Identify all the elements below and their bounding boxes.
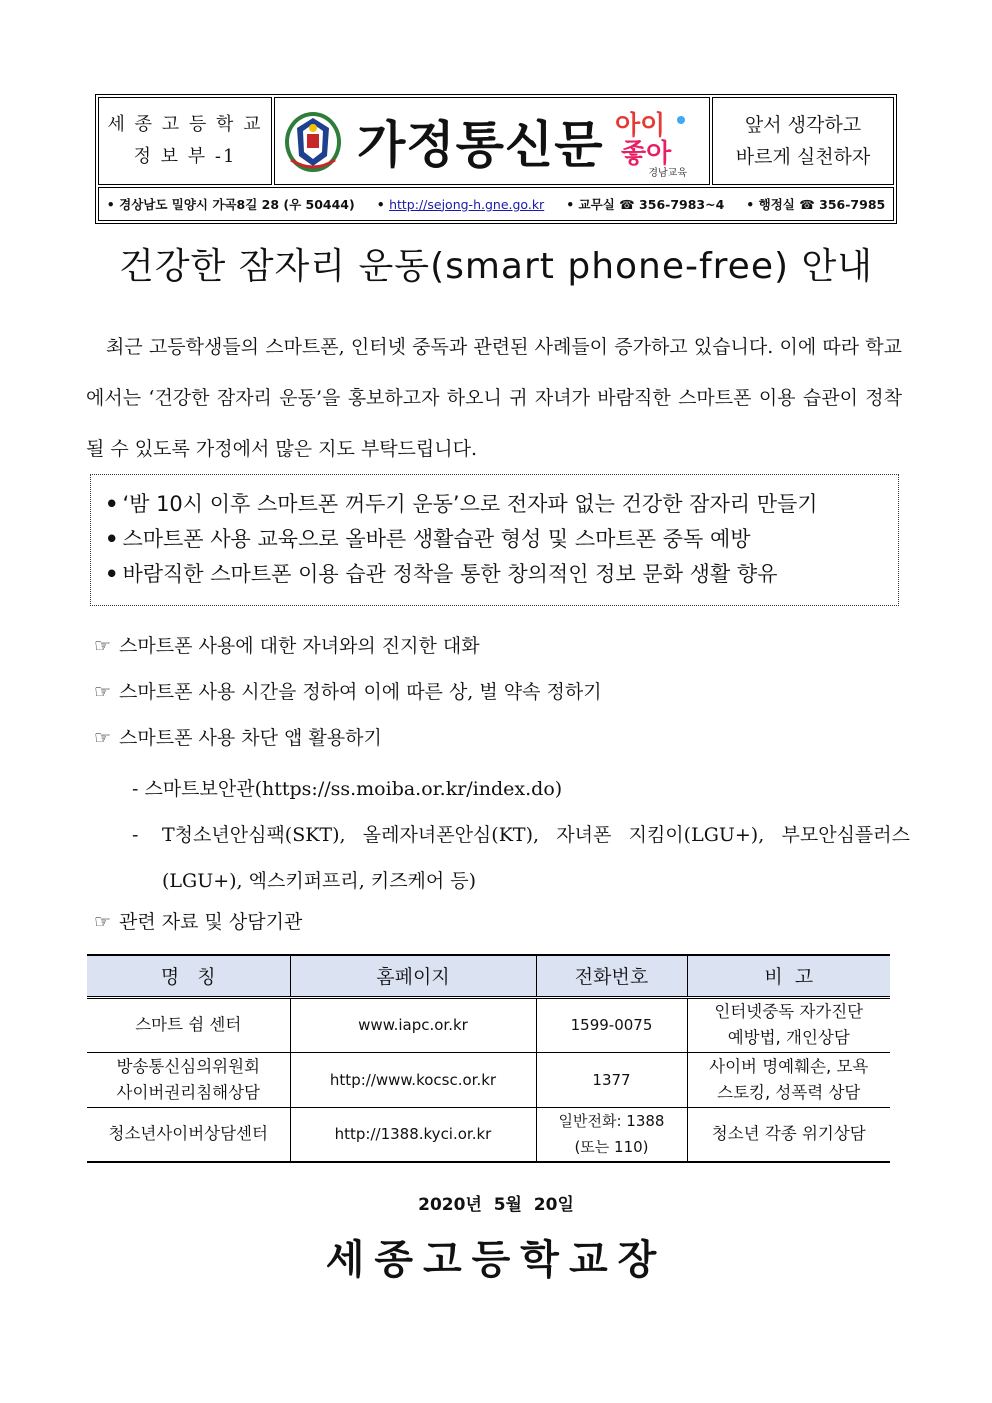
counseling-table: [87, 954, 890, 1163]
newsletter-title-box: [274, 97, 710, 185]
column-header-note: 비 고: [687, 955, 890, 997]
column-header-name: 명 칭: [87, 955, 290, 997]
note-line: 청소년 각종 위기상담: [711, 1124, 866, 1144]
sub-dash: -: [132, 824, 139, 846]
motto-line-2: 바르게 실천하자: [735, 146, 871, 168]
org-name-line-2: 사이버권리침해상담: [116, 1082, 260, 1102]
goal-item: • 바람직한 스마트폰 이용 습관 정착을 통한 창의적인 정보 문화 생활 향유: [105, 557, 898, 592]
table-row: [87, 1107, 890, 1162]
issue-date: 2020년 5월 20일: [418, 1195, 574, 1215]
office-phone: • 교무실 ☎ 356-7983~4: [566, 197, 725, 212]
school-emblem-icon: [283, 106, 343, 176]
school-name: 세 종 고 등 학 교: [107, 114, 263, 135]
intro-text: 최근 고등학생들의 스마트폰, 인터넷 중독과 관련된 사례들이 증가하고 있습니다. 이에 따라 학교에서는 ‘건강한 잠자리 운동’을 홍보하고자 하오니 귀 자녀가 바람직한 스마트폰 이용 습관이 정착될 수 있도록 가정에서 많은 지도 부탁드립니다.: [86, 336, 902, 460]
goal-item: • 스마트폰 사용 교육으로 올바른 생활습관 형성 및 스마트폰 중독 예방: [105, 522, 898, 557]
note-cell: [687, 1107, 890, 1162]
column-header-homepage: 홈페이지: [290, 955, 536, 997]
logo-caption: 경남교육: [648, 168, 687, 179]
note-line: 인터넷중독 자가진단: [714, 1002, 864, 1021]
intro-paragraph: [86, 322, 902, 475]
pointing-hand-icon: ☞: [94, 727, 112, 749]
action-item: [94, 720, 910, 766]
org-name: 청소년사이버상담센터: [108, 1124, 268, 1144]
action-item: [94, 628, 910, 674]
principal-signature: 세종고등학교장: [325, 1237, 667, 1283]
note-line: 사이버 명예훼손, 모욕: [709, 1056, 869, 1076]
phone-cell: [536, 1107, 687, 1162]
school-department-box: [98, 97, 272, 185]
masthead: [95, 94, 897, 224]
action-text: 스마트폰 사용 차단 앱 활용하기: [119, 727, 382, 749]
app-sub-item: [94, 812, 910, 858]
document-title: 건강한 잠자리 운동(smart phone-free) 안내: [118, 246, 874, 287]
action-item: [94, 674, 910, 720]
org-name-cell: [87, 1107, 290, 1162]
phone-line: (또는 110): [574, 1138, 649, 1157]
table-row: [87, 1052, 890, 1107]
note-cell: [687, 1052, 890, 1107]
org-name-cell: [87, 997, 290, 1052]
motto-line-1: 앞서 생각하고: [744, 114, 862, 136]
logo-text-bottom: 좋아: [621, 139, 672, 169]
school-address: • 경상남도 밀양시 가곡8길 28 (우 50444): [106, 197, 355, 212]
table-row: [87, 997, 890, 1052]
app-sub-item: - 스마트보안관(https://ss.moiba.or.kr/index.do): [132, 778, 563, 800]
homepage-cell: www.iapc.or.kr: [290, 997, 536, 1052]
contact-bar: [98, 187, 894, 221]
goals-box: [90, 474, 899, 606]
motto-box: [712, 97, 894, 185]
pointing-hand-icon: ☞: [94, 911, 112, 933]
website-link[interactable]: http://sejong-h.gne.go.kr: [389, 196, 545, 212]
column-header-phone: 전화번호: [536, 955, 687, 997]
note-line: 스토킹, 성폭력 상담: [717, 1082, 861, 1102]
phone-cell: 1377: [536, 1052, 687, 1107]
org-name-cell: [87, 1052, 290, 1107]
note-line: 예방법, 개인상담: [727, 1028, 850, 1047]
action-text: 스마트폰 사용 시간을 정하여 이에 따른 상, 벌 약속 정하기: [119, 681, 602, 703]
website-item: [377, 197, 544, 212]
org-name: 방송통신심의위원회: [116, 1056, 260, 1076]
action-text: 관련 자료 및 상담기관: [119, 911, 303, 933]
department-name: 정 보 부 -1: [133, 146, 237, 167]
newsletter-title: 가정통신문: [357, 116, 604, 174]
action-list: [94, 628, 910, 950]
org-name: 스마트 쉼 센터: [135, 1015, 242, 1034]
pointing-hand-icon: ☞: [94, 681, 112, 703]
app-list-text: T청소년안심팩(SKT), 올레자녀폰안심(KT), 자녀폰 지킴이(LGU+), 부모안심플러스: [162, 824, 910, 846]
admin-phone: • 행정실 ☎ 356-7985: [746, 197, 886, 212]
table-header-row: [87, 955, 890, 997]
homepage-cell: http://www.kocsc.or.kr: [290, 1052, 536, 1107]
pointing-hand-icon: ☞: [94, 635, 112, 657]
action-text: 스마트폰 사용에 대한 자녀와의 진지한 대화: [119, 635, 480, 657]
note-cell: [687, 997, 890, 1052]
phone-cell: 1599-0075: [536, 997, 687, 1052]
homepage-cell: http://1388.kyci.or.kr: [290, 1107, 536, 1162]
action-item: [94, 904, 910, 950]
logo-text-top: 아이: [615, 111, 666, 141]
app-list-continued: (LGU+), 엑스키퍼프리, 키즈케어 등): [162, 870, 477, 892]
phone-line: 일반전화: 1388: [558, 1112, 665, 1131]
website-bullet: •: [376, 196, 385, 212]
goal-item: • ‘밤 10시 이후 스마트폰 꺼두기 운동’으로 전자파 없는 건강한 잠자리 만들기: [105, 487, 898, 522]
